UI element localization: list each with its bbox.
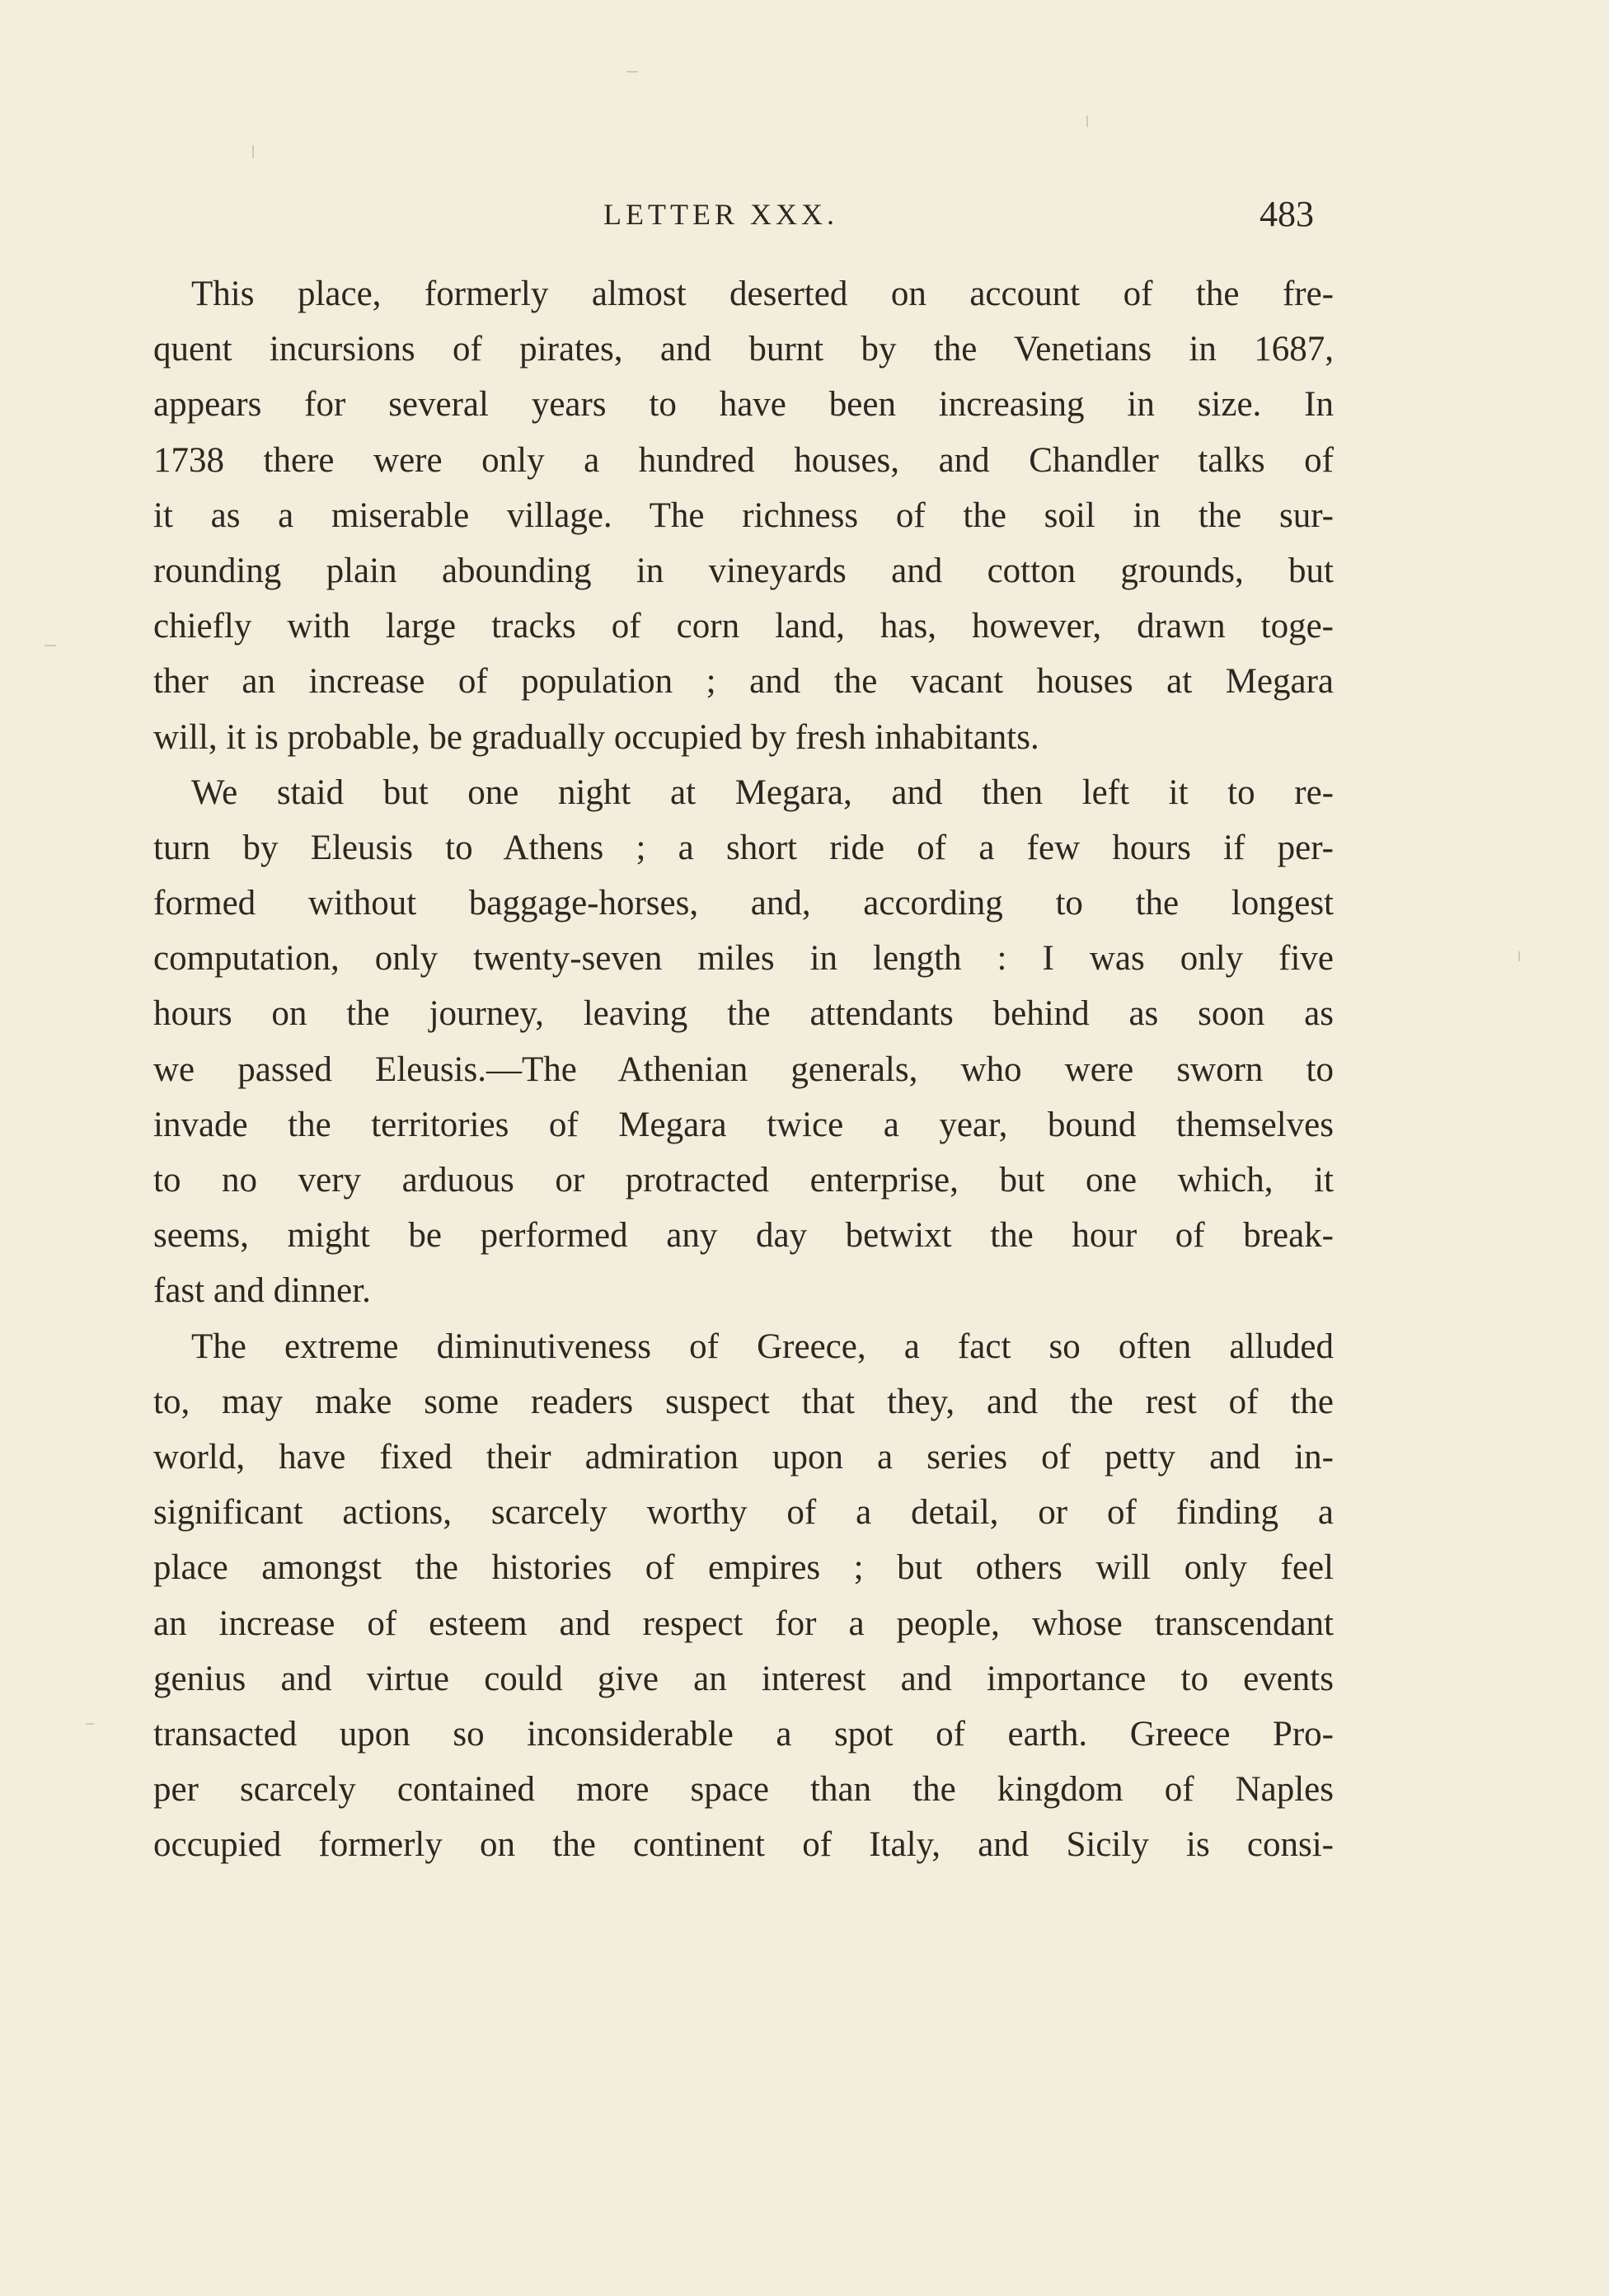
text-line: quent incursions of pirates, and burnt by the Venetians in 1687, <box>153 330 1334 369</box>
text-line: The extreme diminutiveness of Greece, a fact so often alluded <box>191 1326 1334 1366</box>
text-line: per scarcely contained more space than the kingdom of Naples <box>153 1770 1334 1810</box>
paper-blemish <box>626 71 638 73</box>
body-text <box>153 266 1334 1872</box>
text-line: to, may make some readers suspect that they, and the rest of the <box>153 1382 1334 1421</box>
paragraph-1 <box>153 266 1334 765</box>
paper-blemish <box>1518 951 1520 961</box>
text-line: transacted upon so inconsiderable a spot of earth. Greece Pro- <box>153 1714 1334 1754</box>
text-line: to no very arduous or protracted enterprise, but one which, it <box>153 1161 1334 1200</box>
text-line: This place, formerly almost deserted on account of the fre- <box>191 275 1334 313</box>
running-header <box>0 190 1609 239</box>
text-line: computation, only twenty-seven miles in length : I was only five <box>153 939 1334 979</box>
paper-blemish <box>1086 115 1088 127</box>
text-line: chiefly with large tracks of corn land, has, however, drawn toge- <box>153 607 1334 646</box>
text-line: formed without baggage-horses, and, according to the longest <box>153 884 1334 923</box>
text-line: hours on the journey, leaving the attendants behind as soon as <box>153 994 1334 1034</box>
text-line: seems, might be performed any day betwixt the hour of break- <box>153 1216 1334 1256</box>
text-line: 1738 there were only a hundred houses, and Chandler talks of <box>153 440 1334 480</box>
text-line: it as a miserable village. The richness of the soil in the sur- <box>153 495 1334 535</box>
text-line: genius and virtue could give an interest and importance to events <box>153 1659 1334 1698</box>
paper-blemish <box>252 145 254 158</box>
text-line: we passed Eleusis.—The Athenian generals, who were sworn to <box>153 1049 1334 1089</box>
paragraph-3 <box>153 1319 1334 1873</box>
text-line: significant actions, scarcely worthy of a detail, or of finding a <box>153 1493 1334 1533</box>
text-line: appears for several years to have been increasing in size. In <box>153 385 1334 425</box>
text-line: ther an increase of population ; and the vacant houses at Megara <box>153 662 1334 702</box>
text-line: turn by Eleusis to Athens ; a short ride of a few hours if per- <box>153 828 1334 867</box>
page-number: 483 <box>1260 194 1314 234</box>
text-line: world, have fixed their admiration upon a series of petty and in- <box>153 1437 1334 1477</box>
text-line: rounding plain abounding in vineyards and cotton grounds, but <box>153 551 1334 590</box>
text-line: We staid but one night at Megara, and then left it to re- <box>191 772 1334 812</box>
text-line: invade the territories of Megara twice a year, bound themselves <box>153 1105 1334 1144</box>
paper-blemish <box>45 645 56 646</box>
paragraph-2 <box>153 765 1334 1319</box>
text-line: occupied formerly on the continent of Italy, and Sicily is consi- <box>153 1825 1334 1865</box>
running-title: LETTER XXX. <box>603 198 838 231</box>
text-line: will, it is probable, be gradually occupied by fresh inhabitants. <box>153 717 1039 757</box>
text-line: fast and dinner. <box>153 1271 371 1311</box>
paper-blemish <box>86 1723 94 1725</box>
text-line: place amongst the histories of empires ; but others will only feel <box>153 1548 1334 1588</box>
text-line: an increase of esteem and respect for a people, whose transcendant <box>153 1603 1334 1643</box>
